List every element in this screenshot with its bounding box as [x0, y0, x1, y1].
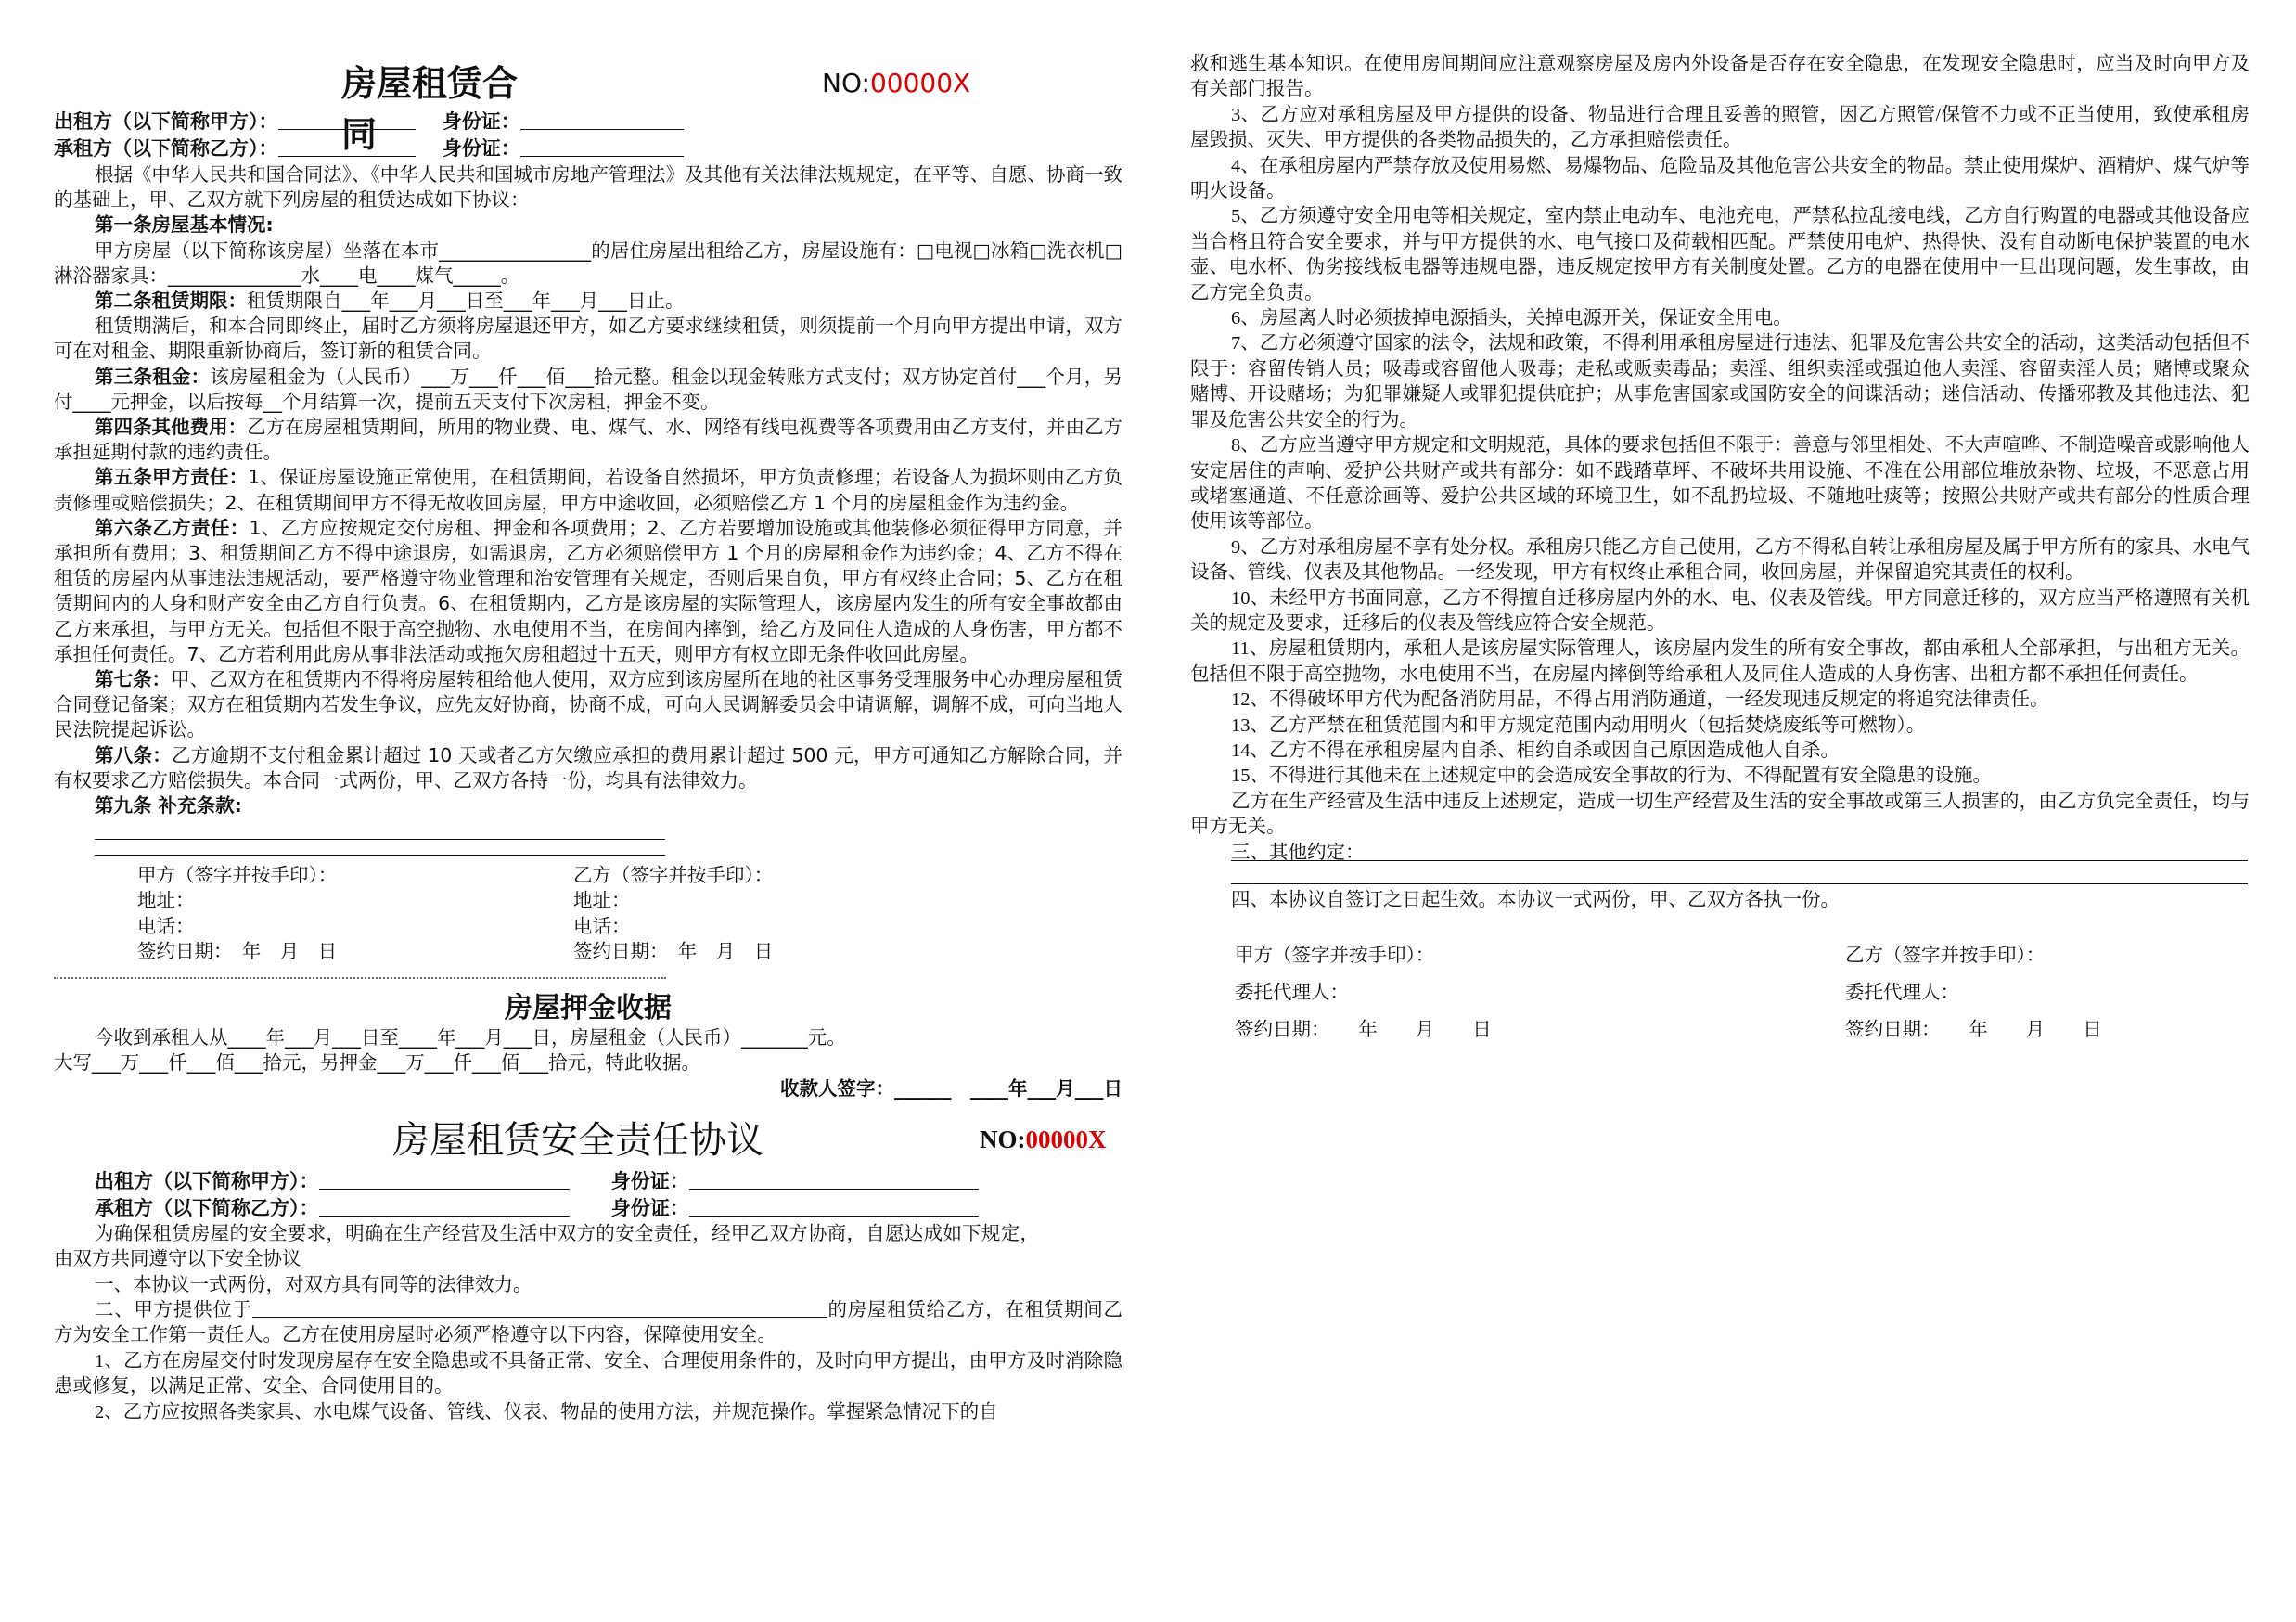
safety-signature-block — [1190, 937, 2250, 1049]
other-terms-line-2[interactable] — [1231, 882, 2248, 884]
supplement-line-1[interactable] — [95, 818, 665, 840]
lease-art5 — [54, 465, 1122, 515]
safety-lessor-blank[interactable] — [319, 1170, 570, 1190]
safety-lessor-id-blank[interactable] — [689, 1170, 979, 1190]
lease-art4 — [54, 415, 1122, 465]
lease-art7-text: 甲、乙双方在租赁期内不得将房屋转租给他人使用，双方应到该房屋所在地的社区事务受理服务中心办理房屋租赁合同登记备案；双方在租赁期内若发生争议，应先友好协商，协商不成，可向人民调解委员会申请调解，调解不成，可向当地人民法院提起诉讼。 — [54, 668, 1122, 741]
lease-art3-text: 该房屋租金为（人民币）___万___仟___佰___拾元整。租金以现金转账方式支付；双方协定首付___个月，另付____元押金，以后按每__个月结算一次，提前五天支付下次房租，押金不变。 — [54, 365, 1123, 413]
safety-lessee-label: 承租方（以下简称乙方）： — [95, 1196, 319, 1219]
lease-art5-text: 1、保证房屋设施正常使用，在租赁期间，若设备自然损坏，甲方负责修理；若设备人为损坏则由乙方负责修理或赔偿损失；2、在租赁期间甲方不得无故收回房屋，甲方中途收回，必须赔偿乙方 1 个月的房屋租金作为违约金。 — [54, 466, 1122, 514]
safety-item-3: 3、乙方应对承租房屋及甲方提供的设备、物品进行合理且妥善的照管，因乙方照管/保管不力或不正当使用，致使承租房屋毁损、灭失、甲方提供的各类物品损失的，乙方承担赔偿责任。 — [1190, 104, 2250, 151]
right-column — [1190, 52, 2250, 1049]
lease-art6-text: 1、乙方应按规定交付房租、押金和各项费用；2、乙方若要增加设施或其他装修必须征得甲方同意，并承担所有费用；3、租赁期间乙方不得中途退房，如需退房，乙方必须赔偿甲方 1 个月的房屋租金作为违约金；4、乙方不得在租赁的房屋内从事违法违规活动，要严格遵守物业管理和治安管理有关规定，否则后果自负，甲方有权终止合同；5、乙方在租赁期间内的人身和财产安全由乙方自行负责。6、在租赁期内，乙方是该房屋的实际管理人，该房屋内发生的所有安全事故都由乙方来承担，与甲方无关。包括但不限于高空抛物、水电使用不当，在房间内摔倒，给乙方及同住人造成的人身伤害，甲方都不承担任何责任。7、乙方若利用此房从事非法活动或拖欠房租超过十五天，则甲方有权立即无条件收回此房屋。 — [54, 516, 1122, 665]
safety-item-15: 15、不得进行其他未在上述规定中的会造成安全事故的行为、不得配置有安全隐患的设施。 — [1231, 766, 1992, 787]
safety-item-9: 9、乙方对承租房屋不享有处分权。承租房只能乙方自己使用，乙方不得私自转让承租房屋及属于甲方所有的家具、水电气设备、管线、仪表及其他物品。一经发现，甲方有权终止承租合同，收回房屋，并保留追究其责任的权利。 — [1190, 536, 2250, 584]
safety-lessee-id-blank[interactable] — [689, 1197, 979, 1216]
lease-phone-b: 电话： — [573, 914, 631, 937]
lease-art8 — [54, 743, 1122, 793]
safety-intro: 为确保租赁房屋的安全要求，明确在生产经营及生活中双方的安全责任，经甲乙双方协商，自愿达成如下规定，由双方共同遵守以下安全协议 — [54, 1223, 1039, 1270]
lease-date-a: 签约日期： 年 月 日 — [137, 939, 338, 962]
safety-number-value: 00000X — [1025, 1125, 1107, 1153]
lease-signature-block — [54, 863, 1122, 964]
safety-lessee-line — [54, 1195, 1122, 1222]
safety-date-b: 签约日期： 年 月 日 — [1845, 1020, 2102, 1041]
safety-item-5: 5、乙方须遵守安全用电等相关规定，室内禁止电动车、电池充电，严禁私拉乱接电线，乙方自行购置的电器或其他设备应当合格且符合安全要求，并与甲方提供的水、电气接口及荷载相匹配。严禁使用电炉、热得快、没有自动断电保护装置的电水壶、电水杯、伪劣接线板电器等违规电器，违反规定按甲方有关制度处置。乙方的电器在使用中一旦出现问题，发生事故，由乙方完全负责。 — [1190, 206, 2250, 303]
safety-clause-3: 三、其他约定： — [1231, 842, 1365, 863]
safety-lessee-id-label: 身份证： — [610, 1196, 689, 1219]
other-terms-line-1[interactable] — [1231, 858, 2248, 861]
lease-number-value: 00000X — [869, 68, 971, 98]
safety-clause-2 — [54, 1298, 1122, 1349]
safety-title: 房屋租赁安全责任协议 — [392, 1118, 763, 1162]
safety-item-12: 12、不得破坏甲方代为配备消防用品，不得占用消防通道，一经发现违反规定的将追究法律责任。 — [1231, 689, 2049, 711]
safety-lessor-label: 出租方（以下简称甲方）： — [95, 1169, 319, 1192]
lease-art7 — [54, 667, 1122, 743]
lease-art3 — [54, 365, 1122, 415]
lease-address-a: 地址： — [137, 889, 195, 912]
receipt-signer: 收款人签字：______ ____年___月___日 — [780, 1076, 1122, 1100]
lease-art9-head: 第九条 补充条款: — [95, 794, 242, 817]
safety-item-4: 4、在承租房屋内严禁存放及使用易燃、易爆物品、危险品及其他危害公共安全的物品。禁止使用煤炉、酒精炉、煤气炉等明火设备。 — [1190, 155, 2250, 202]
lease-intro: 根据《中华人民共和国合同法》、《中华人民共和国城市房地产管理法》及其他有关法律法规规定，在平等、自愿、协商一致的基础上，甲、乙双方就下列房屋的租赁达成如下协议： — [54, 163, 1122, 212]
lease-lessor-id-label: 身份证： — [442, 110, 520, 133]
lease-art7-head: 第七条： — [95, 668, 172, 691]
lease-art6-head: 第六条乙方责任： — [95, 516, 250, 539]
supplement-line-2[interactable] — [95, 840, 665, 856]
lease-lessee-id-blank[interactable] — [520, 137, 684, 157]
safety-item-6: 6、房屋离人时必须拔掉电源插头，关掉电源开关，保证安全用电。 — [1231, 308, 1792, 329]
lease-art5-head: 第五条甲方责任： — [95, 466, 249, 489]
safety-clause-2-start: 二、甲方提供位于 — [95, 1299, 252, 1320]
safety-title-row — [54, 1103, 1122, 1168]
safety-address-blank[interactable] — [252, 1298, 827, 1318]
safety-sign-a: 甲方（签字并按手印）： — [1235, 946, 1435, 967]
safety-item-1: 1、乙方在房屋交付时发现房屋存在安全隐患或不具备正常、安全、合理使用条件的，及时向甲方提出，由甲方及时消除隐患或修复，以满足正常、安全、合同使用目的。 — [54, 1350, 1122, 1397]
lease-phone-a: 电话： — [137, 914, 195, 937]
safety-item-10: 10、未经甲方书面同意，乙方不得擅自迁移房屋内外的水、电、仪表及管线。甲方同意迁移的，双方应当严格遵照有关机关的规定及要求，迁移后的仪表及管线应符合安全规范。 — [1190, 587, 2250, 634]
receipt-title: 房屋押金收据 — [505, 992, 672, 1025]
receipt-line-1: 今收到承租人从____年___月___日至____年___月___日，房屋租金（人民币）_______元。 — [95, 1026, 846, 1049]
lease-number — [822, 68, 970, 98]
lease-address-b: 地址： — [573, 889, 631, 912]
safety-item-11: 11、房屋租赁期内，承租人是该房屋实际管理人，该房屋内发生的所有安全事故，都由承租人全部承担，与出租方无关。包括但不限于高空抛物，水电使用不当，在房屋内摔倒等给承租人及同住人造成的人身伤害、出租方都不承担任何责任。 — [1190, 638, 2250, 685]
safety-item-13: 13、乙方严禁在租赁范围内和甲方规定范围内动用明火（包括焚烧废纸等可燃物）。 — [1231, 714, 1926, 736]
safety-number — [980, 1126, 1107, 1154]
left-column — [54, 51, 1122, 1425]
lease-lessee-id-label: 身份证： — [442, 137, 520, 160]
safety-closing: 乙方在生产经营及生活中违反上述规定，造成一切生产经营及生活的安全事故或第三人损害的，由乙方负完全责任，均与甲方无关。 — [1190, 791, 2250, 838]
safety-item-7: 7、乙方必须遵守国家的法令，法规和政策，不得利用承租房屋进行违法、犯罪及危害公共安全的活动，这类活动包括但不限于：容留传销人员；吸毒或容留他人吸毒；走私或贩卖毒品；卖淫、组织卖淫或强迫他人卖淫、容留卖淫人员；赌博或聚众赌博、开设赌场；为犯罪嫌疑人或罪犯提供庇护；从事危害国家或国防安全的间谍活动；迷信活动、传播邪教及其他违法、犯罪及危害公共安全的行为。 — [1190, 333, 2250, 431]
safety-lessee-blank[interactable] — [319, 1197, 570, 1216]
lease-title: 房屋租赁合同 — [341, 63, 519, 155]
safety-date-a: 签约日期： 年 月 日 — [1235, 1020, 1492, 1041]
lease-art3-head: 第三条租金： — [95, 365, 211, 388]
safety-item-8: 8、乙方应当遵守甲方规定和文明规范，具体的要求包括但不限于：善意与邻里相处、不大声喧哗、不制造噪音或影响他人安定居住的声响、爱护公共财产或共有部分：如不践踏草坪、不破坏共用设施、不准在公用部位堆放杂物、垃圾，不恶意占用或堵塞通道、不任意涂画等、爱护公共区域的环境卫生，如不乱扔垃圾、不随地吐痰等；按照公共财产或共有部分的性质合理使用该等部位。 — [1190, 435, 2250, 533]
lease-sign-a: 甲方（签字并按手印）： — [137, 864, 338, 887]
safety-item-14: 14、乙方不得在承租房屋内自杀、相约自杀或因自己原因造成他人自杀。 — [1231, 740, 1840, 761]
safety-clause-4: 四、本协议自签订之日起生效。本协议一式两份，甲、乙双方各执一份。 — [1231, 890, 1840, 910]
lease-date-b: 签约日期： 年 月 日 — [573, 939, 774, 962]
lease-art1-head: 第一条房屋基本情况: — [95, 213, 274, 237]
lease-lessor-label: 出租方（以下简称甲方）： — [54, 110, 278, 133]
lease-lessor-id-blank[interactable] — [520, 110, 684, 130]
lease-art4-head: 第四条其他费用： — [95, 416, 248, 439]
lease-number-prefix: NO: — [822, 68, 870, 98]
lease-art2-head: 第二条租赁期限： — [95, 290, 247, 313]
safety-number-prefix: NO: — [980, 1125, 1026, 1153]
safety-agreement-left — [54, 1168, 1122, 1425]
lease-art6 — [54, 516, 1122, 667]
lease-art1-text: 甲方房屋（以下简称该房屋）坐落在本市________________的居住房屋出租给乙方，房屋设施有：□电视□冰箱□洗衣机□淋浴器家具：______________水____电____煤气_____。 — [54, 238, 1122, 287]
lease-art2-text: 租赁期限自___年___月___日至___年___月___日止。 — [247, 290, 685, 313]
lease-lessee-label: 承租方（以下简称乙方）： — [54, 137, 278, 160]
safety-lessor-line — [54, 1168, 1122, 1195]
safety-sign-b: 乙方（签字并按手印）： — [1845, 946, 2046, 967]
receipt-line-2: 大写___万___仟___佰___拾元，另押金___万___仟___佰___拾元，特此收据。 — [54, 1051, 700, 1075]
safety-agent-a: 委托代理人： — [1235, 983, 1349, 1004]
safety-clause-1: 一、本协议一式两份，对双方具有同等的法律效力。 — [95, 1274, 532, 1295]
lease-art2 — [54, 289, 1122, 314]
lease-art4-text: 乙方在房屋租赁期间，所用的物业费、电、煤气、水、网络有线电视费等各项费用由乙方支付，并由乙方承担延期付款的违约责任。 — [54, 416, 1123, 464]
lease-art8-text: 乙方逾期不支付租金累计超过 10 天或者乙方欠缴应承担的费用累计超过 500 元，甲方可通知乙方解除合同，并有权要求乙方赔偿损失。本合同一式两份，甲、乙双方各持一份，均具有法律效力。 — [54, 743, 1123, 792]
safety-lessor-id-label: 身份证： — [610, 1169, 689, 1192]
safety-item-2-end: 救和逃生基本知识。在使用房间期间应注意观察房屋及房内外设备是否存在安全隐患，在发现安全隐患时，应当及时向甲方及有关部门报告。 — [1190, 54, 2250, 100]
lease-art8-head: 第八条： — [95, 743, 172, 766]
lease-sign-b: 乙方（签字并按手印）： — [573, 864, 774, 887]
safety-agent-b: 委托代理人： — [1845, 983, 1959, 1004]
safety-clause-2-end: 的房屋租赁给乙方，在租赁期间乙方为安全工作第一责任人。乙方在使用房屋时必须严格遵守以下内容，保障使用安全。 — [54, 1299, 1123, 1346]
cut-line — [54, 977, 666, 979]
safety-item-2-start: 2、乙方应按照各类家具、水电煤气设备、管线、仪表、物品的使用方法，并规范操作。掌握紧急情况下的自 — [95, 1401, 998, 1422]
lease-art2-cont: 租赁期满后，和本合同即终止，届时乙方须将房屋退还甲方，如乙方要求继续租赁，则须提前一个月向甲方提出申请，双方可在对租金、期限重新协商后，签订新的租赁合同。 — [54, 315, 1122, 363]
